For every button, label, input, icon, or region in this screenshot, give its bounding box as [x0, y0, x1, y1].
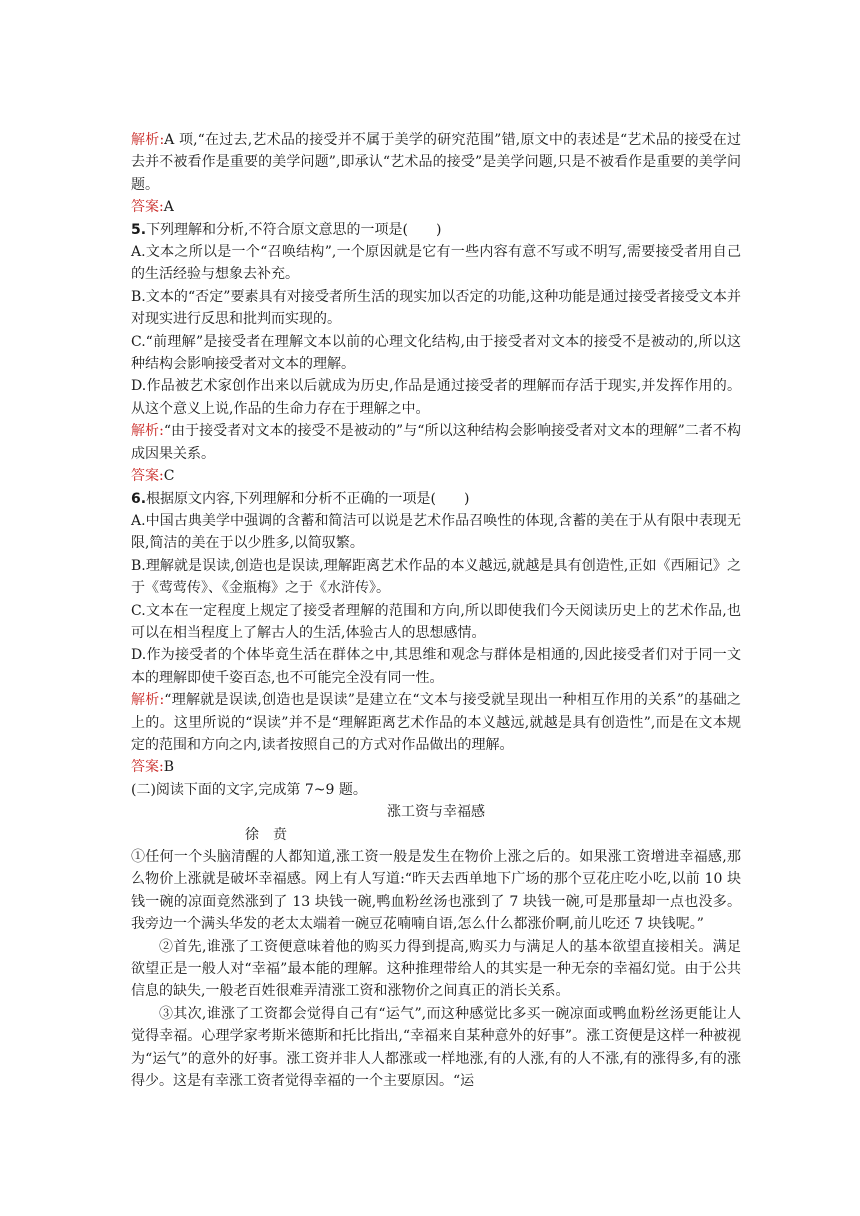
- answer-label: 答案:: [131, 199, 164, 216]
- article-paragraph-2: ②首先,谁涨了工资便意味着他的购买力得到提高,购买力与满足人的基本欲望直接相关。满足欲望正是一般人对“幸福”最本能的理解。这种推理带给人的其实是一种无奈的幸福幻觉。由于公共信息的缺失,一般老百姓很难弄清涨工资和涨物价之间真正的消长关系。: [131, 938, 741, 1000]
- article-title: 涨工资与幸福感: [387, 804, 485, 821]
- q5-answer: [131, 465, 741, 487]
- question-number: 5.: [131, 221, 147, 238]
- q5-analysis: [131, 420, 741, 465]
- q6-option-a: A.中国古典美学中强调的含蓄和简洁可以说是艺术作品召唤性的体现,含蓄的美在于从有限中表现无限,简洁的美在于以少胜多,以简驭繁。: [131, 512, 741, 552]
- article-paragraph-3: ③其次,谁涨了工资都会觉得自己有“运气”,而这种感觉比多买一碗凉面或鸭血粉丝汤更能让人觉得幸福。心理学家考斯米德斯和托比指出,“幸福来自某种意外的好事”。涨工资便是这样一种被视为“运气”的意外的好事。涨工资并非人人都涨或一样地涨,有的人涨,有的人不涨,有的涨得多,有的涨得少。这是有幸涨工资者觉得幸福的一个主要原因。“运: [131, 1005, 741, 1090]
- q6-analysis: [131, 689, 741, 756]
- q5-option-d: D.作品被艺术家创作出来以后就成为历史,作品是通过接受者的理解而存活于现实,并发挥作用的。从这个意义上说,作品的生命力存在于理解之中。: [131, 378, 741, 417]
- analysis-label: 解析:: [131, 692, 165, 709]
- analysis-text: A 项,“在过去,艺术品的接受并不属于美学的研究范围”错,原文中的表述是“艺术品的接受在过去并不被看作是重要的美学问题”,即承认“艺术品的接受”是美学问题,只是不被看作是重要的美学问题。: [131, 132, 741, 193]
- question-number: 6.: [131, 490, 147, 507]
- answer-value: A: [163, 199, 174, 216]
- answer-label: 答案:: [131, 759, 164, 776]
- document-content: [131, 129, 741, 1092]
- q6-stem: [131, 488, 741, 510]
- section-instruction: (二)阅读下面的文字,完成第 7~9 题。: [131, 781, 367, 798]
- q4-answer: [131, 196, 741, 218]
- q5-stem: [131, 219, 741, 241]
- q6-option-c: C.文本在一定程度上规定了接受者理解的范围和方向,所以即使我们今天阅读历史上的艺术作品,也可以在相当程度上了解古人的生活,体验古人的思想感情。: [131, 602, 741, 641]
- answer-label: 答案:: [131, 468, 164, 485]
- question-stem: 下列理解和分析,不符合原文意思的一项是( ): [146, 221, 442, 238]
- q5-option-b: B.文本的“否定”要素具有对接受者所生活的现实加以否定的功能,这种功能是通过接受者接受文本并对现实进行反思和批判而实现的。: [131, 288, 741, 328]
- question-stem: 根据原文内容,下列理解和分析不正确的一项是( ): [146, 490, 470, 507]
- q5-option-c: C.“前理解”是接受者在理解文本以前的心理文化结构,由于接受者对文本的接受不是被动的,所以这种结构会影响接受者对文本的理解。: [131, 333, 741, 373]
- q6-option-d: D.作为接受者的个体毕竟生活在群体之中,其思维和观念与群体是相通的,因此接受者们对于同一文本的理解即使千姿百态,也不可能完全没有同一性。: [131, 647, 741, 686]
- q4-analysis: [131, 129, 741, 196]
- analysis-label: 解析:: [131, 423, 164, 440]
- q5-option-a: A.文本之所以是一个“召唤结构”,一个原因就是它有一些内容有意不写或不明写,需要接受者用自己的生活经验与想象去补充。: [131, 244, 741, 283]
- analysis-label: 解析:: [131, 132, 165, 148]
- answer-value: B: [163, 759, 175, 776]
- q6-option-b: B.理解就是误读,创造也是误读,理解距离艺术作品的本义越远,就越是具有创造性,正如《西厢记》之于《莺莺传》、《金瓶梅》之于《水浒传》。: [131, 557, 741, 597]
- q6-answer: [131, 756, 741, 778]
- analysis-text: “由于接受者对文本的接受不是被动的”与“所以这种结构会影响接受者对文本的理解”二者不构成因果关系。: [131, 423, 741, 462]
- article-author: 徐 贲: [245, 826, 287, 843]
- answer-value: C: [163, 468, 175, 485]
- analysis-text: “理解就是误读,创造也是误读”是建立在“文本与接受就呈现出一种相互作用的关系”的基础之上的。这里所说的“误读”并不是“理解距离艺术作品的本义越远,就越是具有创造性”,而是在文本规定的范围和方向之内,读者按照自己的方式对作品做出的理解。: [131, 692, 742, 753]
- article-paragraph-1: ①任何一个头脑清醒的人都知道,涨工资一般是发生在物价上涨之后的。如果涨工资增进幸福感,那么物价上涨就是破坏幸福感。网上有人写道:“昨天去西单地下广场的那个豆花庄吃小吃,以前 10 块钱一碗的凉面竟然涨到了 13 块钱一碗,鸭血粉丝汤也涨到了 7 块钱一碗,可是那量却一点也没多。我旁边一个满头华发的老太太端着一碗豆花喃喃自语,怎么什么都涨价啊,前儿吃还 7 块钱呢。”: [131, 849, 741, 933]
